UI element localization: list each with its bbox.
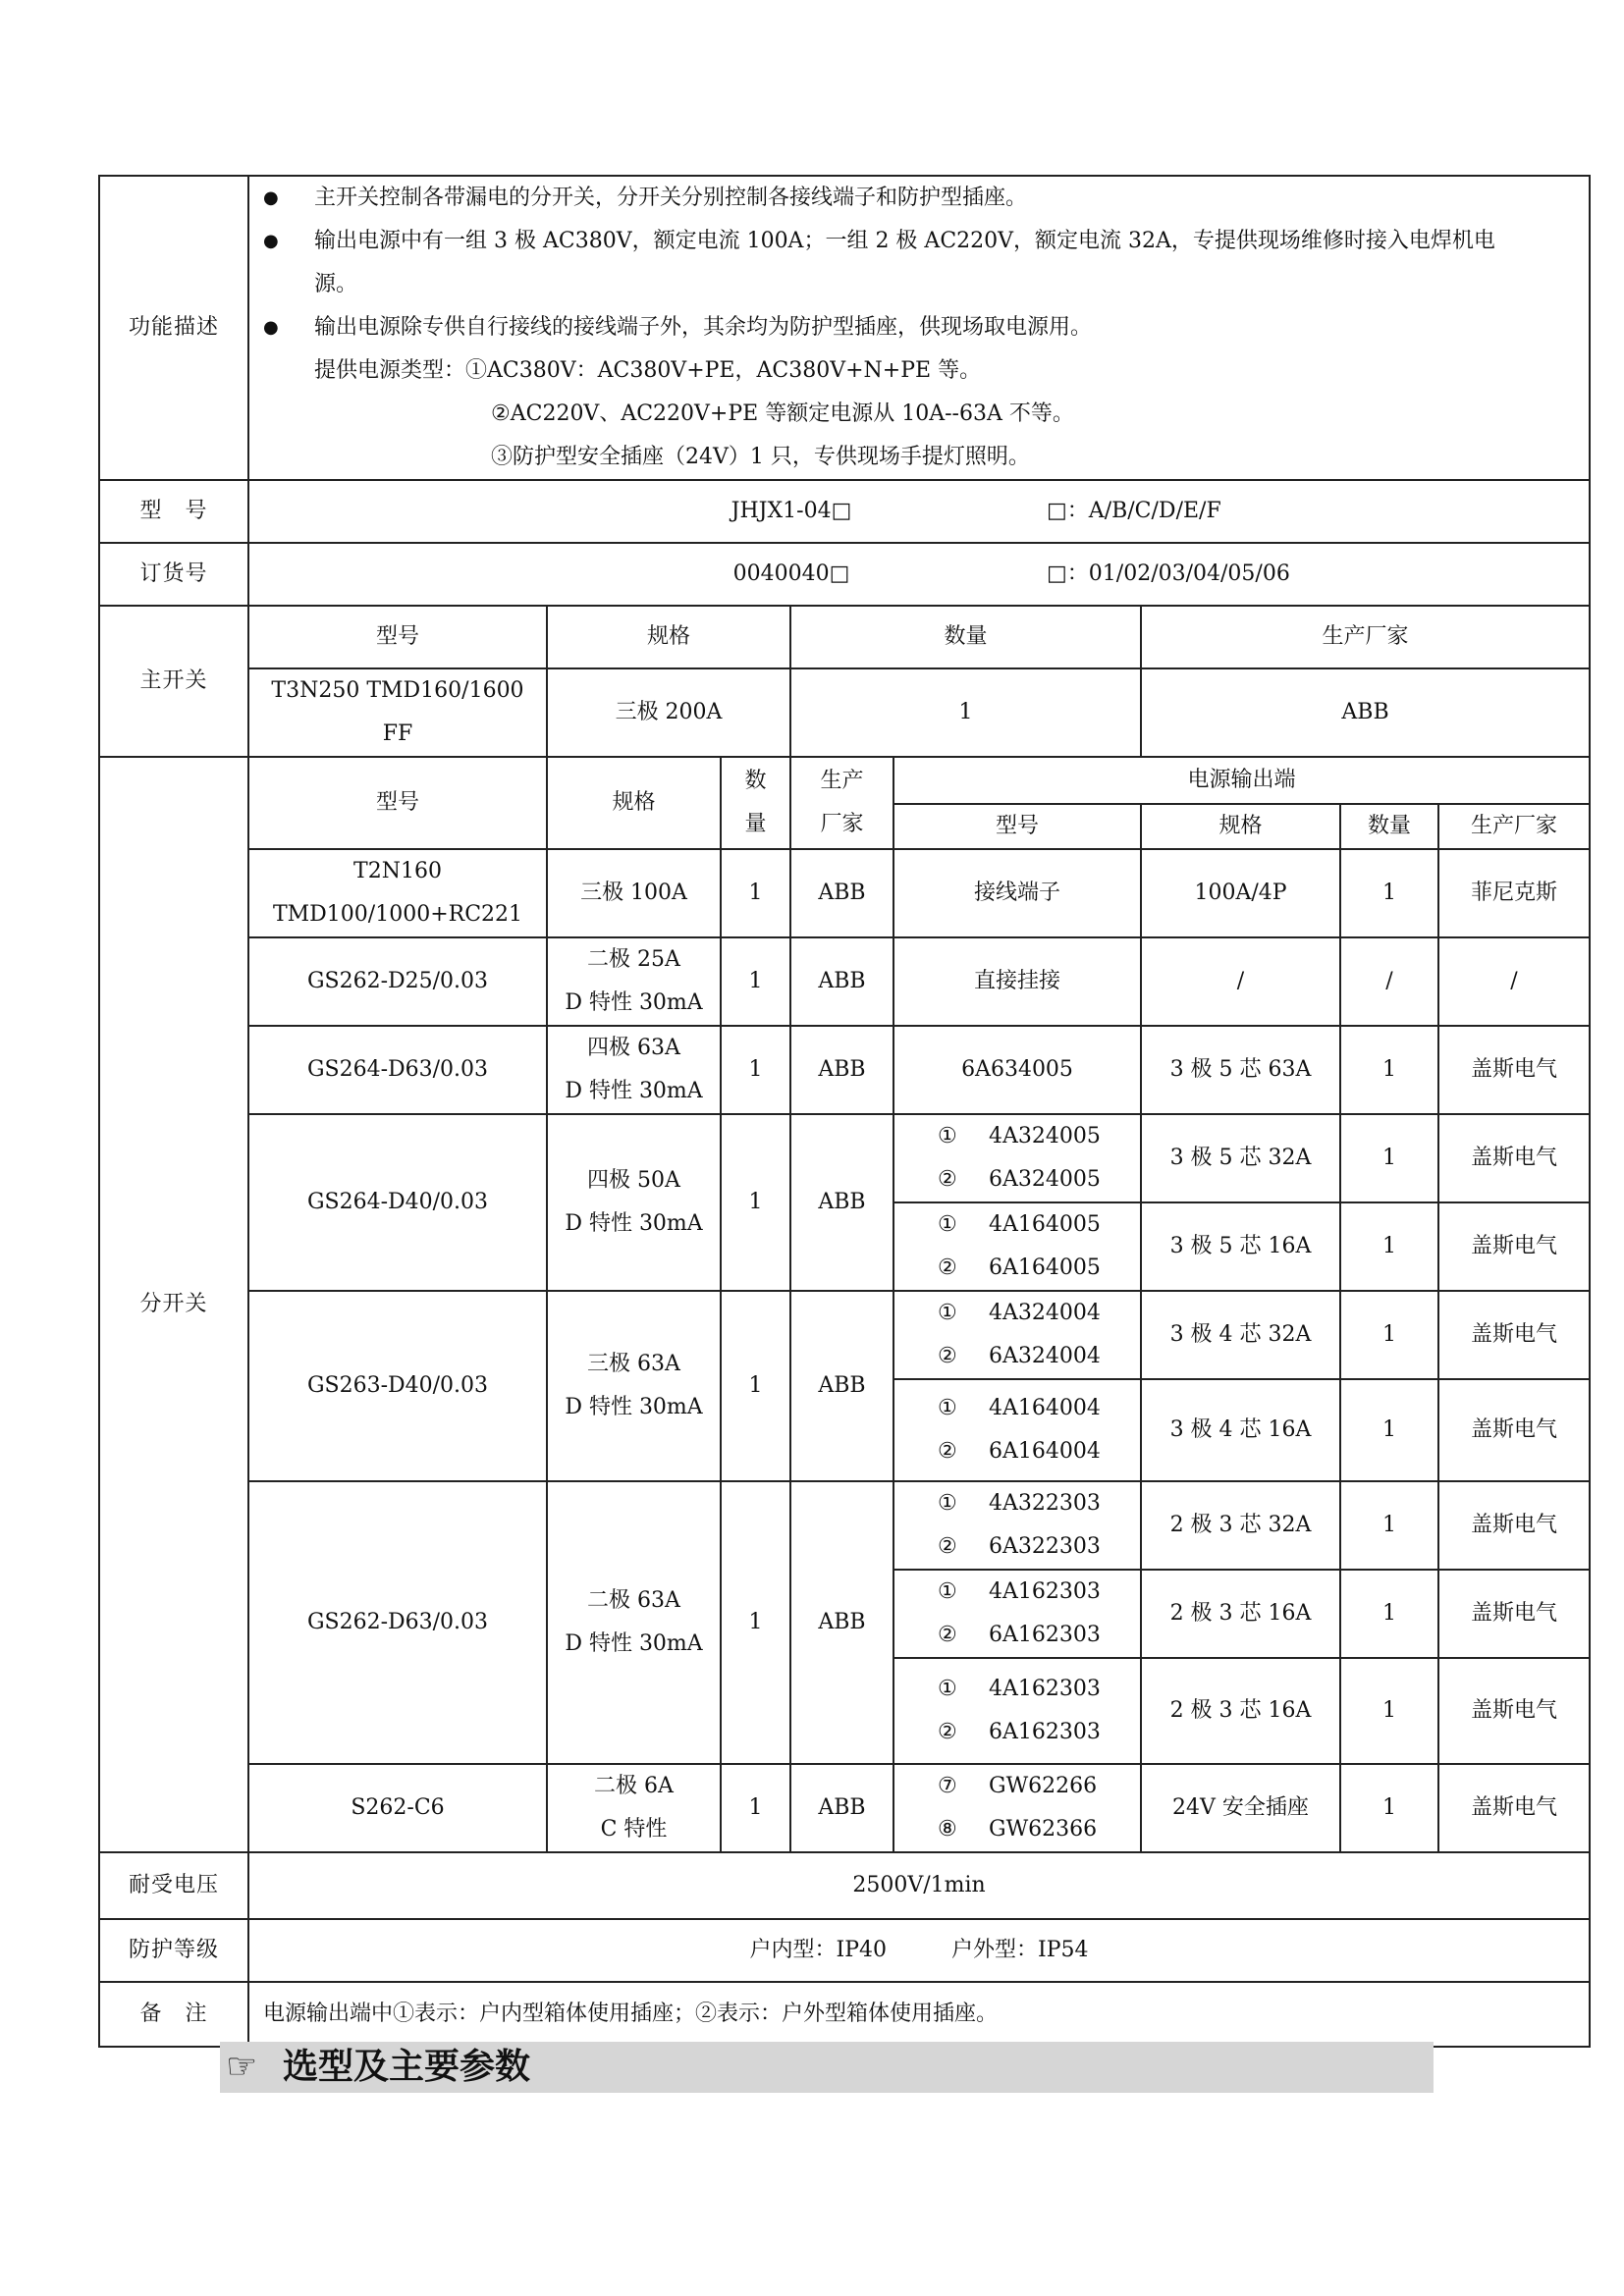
power-output-header: 电源输出端 bbox=[893, 757, 1590, 804]
output-mfr: 盖斯电气 bbox=[1438, 1481, 1590, 1570]
socket-code: 4A324004 bbox=[989, 1301, 1101, 1325]
order-value: 0040040□ bbox=[732, 561, 850, 586]
output-model bbox=[893, 849, 1141, 937]
pointing-hand-icon: ☞ bbox=[226, 2047, 258, 2087]
branch-spec-line: 四极 63A bbox=[587, 1036, 680, 1060]
socket-code: 4A322303 bbox=[989, 1491, 1101, 1516]
branch-spec bbox=[547, 1114, 721, 1291]
main-switch-mfr: ABB bbox=[1141, 668, 1590, 757]
branch-model bbox=[248, 1026, 547, 1114]
output-qty: 1 bbox=[1340, 1481, 1438, 1570]
model-value: JHJX1-04□ bbox=[731, 499, 852, 523]
output-model bbox=[893, 1764, 1141, 1852]
main-switch-header-mfr: 生产厂家 bbox=[1141, 606, 1590, 668]
branch-spec-line: 三极 63A bbox=[587, 1352, 680, 1376]
output-model bbox=[893, 1114, 1141, 1202]
socket-marker: ① bbox=[938, 1124, 957, 1148]
socket-marker: ① bbox=[938, 1491, 957, 1516]
protection-value: 户内型：IP40 户外型：IP54 bbox=[248, 1919, 1590, 1982]
output-socket-item bbox=[900, 1292, 1134, 1335]
function-row bbox=[99, 176, 1590, 480]
branch-qty: 1 bbox=[721, 937, 790, 1026]
function-bullet bbox=[249, 306, 1577, 349]
power-type-line: ②AC220V、AC220V+PE 等额定电源从 10A--63A 不等。 bbox=[491, 401, 1074, 426]
output-socket-item bbox=[900, 1668, 1134, 1711]
output-mfr: 盖斯电气 bbox=[1438, 1026, 1590, 1114]
output-mfr: 盖斯电气 bbox=[1438, 1570, 1590, 1658]
branch-spec-line: 四极 50A bbox=[587, 1168, 680, 1193]
socket-code: 6A324004 bbox=[989, 1344, 1101, 1368]
branch-qty: 1 bbox=[721, 1481, 790, 1764]
output-model bbox=[893, 1481, 1141, 1570]
output-model bbox=[893, 1026, 1141, 1114]
output-spec: 3 极 5 芯 32A bbox=[1141, 1114, 1340, 1202]
bullet-icon: ● bbox=[263, 231, 279, 251]
spec-table bbox=[98, 175, 1591, 2048]
protection-row bbox=[99, 1919, 1590, 1982]
output-qty: 1 bbox=[1340, 1291, 1438, 1379]
branch-model bbox=[248, 1481, 547, 1764]
output-mfr: 盖斯电气 bbox=[1438, 1658, 1590, 1764]
socket-code: 6A162303 bbox=[989, 1720, 1101, 1744]
power-type-line: 提供电源类型：①AC380V：AC380V+PE，AC380V+N+PE 等。 bbox=[314, 358, 982, 383]
branch-spec bbox=[547, 937, 721, 1026]
branch-spec bbox=[547, 849, 721, 937]
output-model bbox=[893, 937, 1141, 1026]
socket-marker: ② bbox=[938, 1167, 957, 1192]
branch-switch-row bbox=[99, 1764, 1590, 1852]
output-spec: 3 极 5 芯 16A bbox=[1141, 1202, 1340, 1291]
socket-code: 4A164005 bbox=[989, 1212, 1101, 1237]
output-header-mfr: 生产厂家 bbox=[1438, 804, 1590, 849]
branch-model-line: GS262-D25/0.03 bbox=[306, 969, 489, 993]
branch-qty: 1 bbox=[721, 849, 790, 937]
socket-code: 4A162303 bbox=[989, 1579, 1101, 1604]
branch-spec bbox=[547, 1764, 721, 1852]
output-mfr: / bbox=[1438, 937, 1590, 1026]
output-socket-item bbox=[900, 1614, 1134, 1657]
output-socket-item bbox=[900, 1203, 1134, 1247]
socket-marker: ② bbox=[938, 1534, 957, 1559]
branch-mfr: ABB bbox=[790, 1481, 893, 1764]
branch-spec-line: D 特性 30mA bbox=[565, 1395, 703, 1419]
function-bullet-continuation: 源。 bbox=[314, 272, 358, 296]
branch-header-spec: 规格 bbox=[547, 757, 721, 849]
order-label: 订货号 bbox=[99, 543, 248, 606]
branch-spec-line: 三极 100A bbox=[580, 881, 687, 905]
branch-mfr: ABB bbox=[790, 1026, 893, 1114]
power-type-line: ③防护型安全插座（24V）1 只，专供现场手提灯照明。 bbox=[491, 445, 1030, 469]
output-spec: 2 极 3 芯 16A bbox=[1141, 1570, 1340, 1658]
output-model bbox=[893, 1658, 1141, 1764]
output-spec: 24V 安全插座 bbox=[1141, 1764, 1340, 1852]
branch-spec-line: D 特性 30mA bbox=[565, 1631, 703, 1656]
function-bullet-text: 输出电源除专供自行接线的接线端子外，其余均为防护型插座，供现场取电源用。 bbox=[314, 315, 1093, 340]
socket-code: GW62366 bbox=[989, 1817, 1098, 1842]
bullet-icon: ● bbox=[263, 187, 279, 208]
output-model-code: 接线端子 bbox=[973, 881, 1060, 905]
branch-qty: 1 bbox=[721, 1114, 790, 1291]
branch-mfr: ABB bbox=[790, 849, 893, 937]
main-switch-header-qty: 数量 bbox=[790, 606, 1141, 668]
output-socket-item bbox=[900, 1711, 1134, 1754]
output-header-spec: 规格 bbox=[1141, 804, 1340, 849]
protection-label: 防护等级 bbox=[99, 1919, 248, 1982]
output-socket-item bbox=[900, 1158, 1134, 1201]
output-mfr: 盖斯电气 bbox=[1438, 1379, 1590, 1481]
branch-header-mfr-line: 生产 bbox=[820, 769, 864, 793]
branch-switch-row bbox=[99, 937, 1590, 1026]
socket-code: GW62266 bbox=[989, 1774, 1098, 1798]
socket-code: 4A162303 bbox=[989, 1677, 1101, 1701]
output-model bbox=[893, 1379, 1141, 1481]
branch-qty: 1 bbox=[721, 1764, 790, 1852]
voltage-label: 耐受电压 bbox=[99, 1852, 248, 1919]
branch-header-row bbox=[99, 757, 1590, 804]
function-description bbox=[248, 176, 1590, 480]
main-switch-header-spec: 规格 bbox=[547, 606, 790, 668]
branch-model-line: TMD100/1000+RC221 bbox=[272, 902, 523, 927]
main-switch-qty: 1 bbox=[790, 668, 1141, 757]
socket-marker: ② bbox=[938, 1344, 957, 1368]
output-socket-item bbox=[900, 1525, 1134, 1569]
order-value-cell bbox=[248, 543, 1590, 606]
main-switch-header-model: 型号 bbox=[248, 606, 547, 668]
main-switch-model: T3N250 TMD160/1600 FF bbox=[248, 668, 547, 757]
branch-spec-line: D 特性 30mA bbox=[565, 1079, 703, 1103]
output-spec: 2 极 3 芯 16A bbox=[1141, 1658, 1340, 1764]
socket-marker: ① bbox=[938, 1212, 957, 1237]
output-spec: 100A/4P bbox=[1141, 849, 1340, 937]
output-spec: 2 极 3 芯 32A bbox=[1141, 1481, 1340, 1570]
output-model bbox=[893, 1570, 1141, 1658]
branch-model-line: S262-C6 bbox=[351, 1795, 445, 1820]
branch-spec-line: C 特性 bbox=[600, 1817, 668, 1842]
notes-label: 备 注 bbox=[99, 1982, 248, 2047]
socket-code: 4A324005 bbox=[989, 1124, 1101, 1148]
output-socket-item bbox=[900, 1571, 1134, 1614]
socket-code: 6A324005 bbox=[989, 1167, 1101, 1192]
socket-code: 6A162303 bbox=[989, 1623, 1101, 1647]
socket-code: 6A164004 bbox=[989, 1439, 1101, 1464]
branch-header-qty-line: 数 bbox=[744, 769, 767, 793]
branch-mfr: ABB bbox=[790, 1764, 893, 1852]
socket-marker: ② bbox=[938, 1255, 957, 1280]
branch-mfr: ABB bbox=[790, 1291, 893, 1481]
output-qty: 1 bbox=[1340, 1658, 1438, 1764]
model-label: 型 号 bbox=[99, 480, 248, 543]
section-heading bbox=[220, 2042, 1434, 2093]
branch-spec-line: 二极 63A bbox=[587, 1588, 680, 1613]
socket-code: 6A164005 bbox=[989, 1255, 1101, 1280]
output-socket-item bbox=[900, 1335, 1134, 1378]
branch-switch-row bbox=[99, 1114, 1590, 1202]
output-mfr: 盖斯电气 bbox=[1438, 1114, 1590, 1202]
branch-model bbox=[248, 1114, 547, 1291]
output-socket-item bbox=[900, 1765, 1134, 1808]
output-qty: 1 bbox=[1340, 1570, 1438, 1658]
socket-marker: ② bbox=[938, 1720, 957, 1744]
main-switch-label: 主开关 bbox=[99, 606, 248, 757]
branch-mfr: ABB bbox=[790, 1114, 893, 1291]
branch-spec bbox=[547, 1481, 721, 1764]
output-header-model: 型号 bbox=[893, 804, 1141, 849]
socket-marker: ① bbox=[938, 1579, 957, 1604]
branch-header-model: 型号 bbox=[248, 757, 547, 849]
bullet-icon: ● bbox=[263, 317, 279, 338]
output-qty: 1 bbox=[1340, 1764, 1438, 1852]
output-mfr: 盖斯电气 bbox=[1438, 1764, 1590, 1852]
output-qty: / bbox=[1340, 937, 1438, 1026]
section-title: 选型及主要参数 bbox=[283, 2047, 531, 2087]
notes-value: 电源输出端中①表示：户内型箱体使用插座；②表示：户外型箱体使用插座。 bbox=[248, 1982, 1590, 2047]
main-switch-data-row bbox=[99, 668, 1590, 757]
branch-spec-line: D 特性 30mA bbox=[565, 1211, 703, 1236]
output-spec: 3 极 5 芯 63A bbox=[1141, 1026, 1340, 1114]
output-mfr: 盖斯电气 bbox=[1438, 1202, 1590, 1291]
branch-switch-row bbox=[99, 849, 1590, 937]
branch-qty: 1 bbox=[721, 1291, 790, 1481]
socket-code: 6A322303 bbox=[989, 1534, 1101, 1559]
function-bullet-text: 输出电源中有一组 3 极 AC380V，额定电流 100A；一组 2 极 AC220V，额定电流 32A，专提供现场维修时接入电焊机电 bbox=[314, 229, 1495, 253]
branch-switch-row bbox=[99, 1481, 1590, 1570]
output-mfr: 盖斯电气 bbox=[1438, 1291, 1590, 1379]
order-row bbox=[99, 543, 1590, 606]
socket-marker: ⑦ bbox=[938, 1774, 957, 1798]
output-socket-item bbox=[900, 1247, 1134, 1290]
model-row bbox=[99, 480, 1590, 543]
branch-model bbox=[248, 849, 547, 937]
output-socket-item bbox=[900, 1387, 1134, 1430]
branch-qty: 1 bbox=[721, 1026, 790, 1114]
branch-spec-line: 二极 6A bbox=[594, 1774, 674, 1798]
branch-model-line: GS262-D63/0.03 bbox=[306, 1610, 489, 1634]
branch-spec-line: 二极 25A bbox=[587, 947, 680, 972]
branch-header-qty-line: 量 bbox=[744, 812, 767, 836]
branch-model bbox=[248, 1764, 547, 1852]
voltage-value: 2500V/1min bbox=[248, 1852, 1590, 1919]
socket-marker: ⑧ bbox=[938, 1817, 957, 1842]
branch-model-line: GS264-D63/0.03 bbox=[306, 1057, 489, 1082]
branch-model bbox=[248, 937, 547, 1026]
socket-marker: ① bbox=[938, 1677, 957, 1701]
output-spec: 3 极 4 芯 16A bbox=[1141, 1379, 1340, 1481]
main-switch-header-row bbox=[99, 606, 1590, 668]
output-header-qty: 数量 bbox=[1340, 804, 1438, 849]
branch-model-line: GS263-D40/0.03 bbox=[306, 1373, 489, 1398]
output-qty: 1 bbox=[1340, 1202, 1438, 1291]
output-socket-item bbox=[900, 1115, 1134, 1158]
branch-header-mfr-line: 厂家 bbox=[820, 812, 864, 836]
output-socket-item bbox=[900, 1430, 1134, 1473]
model-options: □：A/B/C/D/E/F bbox=[1047, 499, 1221, 523]
output-qty: 1 bbox=[1340, 849, 1438, 937]
function-bullet bbox=[249, 220, 1577, 263]
output-mfr: 菲尼克斯 bbox=[1438, 849, 1590, 937]
function-label: 功能描述 bbox=[99, 176, 248, 480]
output-model bbox=[893, 1291, 1141, 1379]
output-socket-item bbox=[900, 1482, 1134, 1525]
order-options: □：01/02/03/04/05/06 bbox=[1047, 561, 1290, 586]
branch-spec-line: D 特性 30mA bbox=[565, 990, 703, 1015]
branch-header-qty bbox=[721, 757, 790, 849]
output-model bbox=[893, 1202, 1141, 1291]
branch-header-mfr bbox=[790, 757, 893, 849]
model-value-cell bbox=[248, 480, 1590, 543]
voltage-row bbox=[99, 1852, 1590, 1919]
function-bullet bbox=[249, 177, 1577, 220]
socket-marker: ② bbox=[938, 1623, 957, 1647]
branch-spec bbox=[547, 1026, 721, 1114]
socket-code: 4A164004 bbox=[989, 1396, 1101, 1420]
branch-switch-label: 分开关 bbox=[99, 757, 248, 1852]
socket-marker: ① bbox=[938, 1396, 957, 1420]
branch-switch-row bbox=[99, 1291, 1590, 1379]
branch-model-line: T2N160 bbox=[353, 859, 442, 883]
output-model-code: 6A634005 bbox=[961, 1057, 1073, 1082]
output-socket-item bbox=[900, 1808, 1134, 1851]
socket-marker: ② bbox=[938, 1439, 957, 1464]
notes-row bbox=[99, 1982, 1590, 2047]
output-qty: 1 bbox=[1340, 1026, 1438, 1114]
output-spec: / bbox=[1141, 937, 1340, 1026]
output-model-code: 直接挂接 bbox=[973, 969, 1060, 993]
branch-mfr: ABB bbox=[790, 937, 893, 1026]
output-qty: 1 bbox=[1340, 1114, 1438, 1202]
output-spec: 3 极 4 芯 32A bbox=[1141, 1291, 1340, 1379]
socket-marker: ① bbox=[938, 1301, 957, 1325]
branch-model-line: GS264-D40/0.03 bbox=[306, 1190, 489, 1214]
branch-switch-row bbox=[99, 1026, 1590, 1114]
function-bullet-text: 主开关控制各带漏电的分开关，分开关分别控制各接线端子和防护型插座。 bbox=[314, 186, 1028, 210]
output-qty: 1 bbox=[1340, 1379, 1438, 1481]
main-switch-spec: 三极 200A bbox=[547, 668, 790, 757]
branch-model bbox=[248, 1291, 547, 1481]
branch-spec bbox=[547, 1291, 721, 1481]
